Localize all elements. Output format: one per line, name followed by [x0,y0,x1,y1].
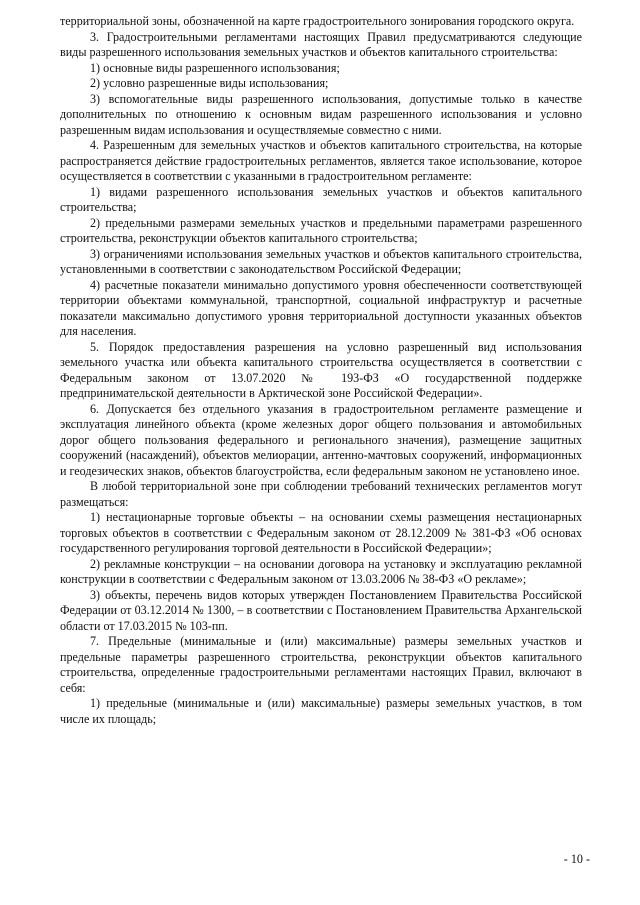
paragraph-zones: В любой территориальной зоне при соблюдении требований технических регламентов могут размещаться: [60,479,582,509]
list-item: 1) основные виды разрешенного использования; [90,60,340,75]
list-item: 3) вспомогательные виды разрешенного использования, допустимые только в качестве дополнительных по отношению к основным видам разрешенного использования и условно разрешенным видам использования и осуществляемые совместно с ними. [60,91,582,137]
paragraph-continuation: территориальной зоны, обозначенной на карте градостроительного зонирования городского округа. [60,14,575,28]
paragraph-clause-5: 5. Порядок предоставления разрешения на условно разрешенный вид использования земельного участка или объекта капитального строительства осуществляется в соответствии с Федеральным законом от 13.07.2020 № 193-ФЗ «О государственной поддержке предпринимательской деятельности в Арктической зоне Российской Федерации». [60,339,582,400]
list-item: 2) предельными размерами земельных участков и предельными параметрами разрешенного строительства, реконструкции объектов капитального строительства; [60,215,582,245]
list-item: 4) расчетные показатели минимально допустимого уровня обеспеченности соответствующей территории объектами коммунальной, транспортной, социальной инфраструктур и расчетные показатели максимально допустимого уровня территориальной доступности указанных объектов для населения. [60,277,582,338]
paragraph-clause-7: 7. Предельные (минимальные и (или) максимальные) размеры земельных участков и предельные параметры разрешенного строительства, реконструкции объектов капитального строительства, определенные градостроительными регламентами настоящих Правил, включают в себя: [60,634,582,695]
paragraph-clause-4: 4. Разрешенным для земельных участков и объектов капитального строительства, на которые распространяется действие градостроительных регламентов, является такое использование, которое осуществляется в соответствии с указанными в градостроительном регламенте: [60,138,582,183]
list-item: 2) условно разрешенные виды использования; [90,76,329,90]
list-item: 1) видами разрешенного использования земельных участков и объектов капитального строительства; [60,184,582,214]
list-item: 2) рекламные конструкции – на основании договора на установку и эксплуатацию рекламной конструкции в соответствии с Федеральным законом от 13.03.2006 № 38-ФЗ «О рекламе»; [60,556,582,586]
list-item: 3) объекты, перечень видов которых утвержден Постановлением Правительства Российской Федерации от 03.12.2014 № 1300, – в соответствии с Постановлением Правительства Архангельской области от 17.03.2015 № 103-пп. [60,587,582,633]
list-item: 3) ограничениями использования земельных участков и объектов капитального строительства, установленными в соответствии с законодательством Российской Федерации; [60,246,582,276]
list-item: 1) предельные (минимальные и (или) максимальные) размеры земельных участков, в том числе их площадь; [60,696,582,726]
page-number: - 10 - [563,852,590,866]
document-page [60,14,582,727]
list-item: 1) нестационарные торговые объекты – на основании схемы размещения нестационарных торговых объектов в соответствии с Федеральным законом от 28.12.2009 № 381-ФЗ «Об основах государственного регулирования торговой деятельности в Российской Федерации»; [60,510,582,555]
paragraph-clause-3: 3. Градостроительными регламентами настоящих Правил предусматриваются следующие виды разрешенного использования земельных участков и объектов капитального строительства: [60,29,582,59]
paragraph-clause-6: 6. Допускается без отдельного указания в градостроительном регламенте размещение и эксплуатация линейного объекта (кроме железных дорог общего пользования и автомобильных дорог общего пользования федерального и регионального значения), размещение защитных сооружений (насаждений), объектов мелиорации, антенно-мачтовых сооружений, информационных и геодезических знаков, объектов благоустройства, если федеральным законом не установлено иное. [60,401,582,478]
